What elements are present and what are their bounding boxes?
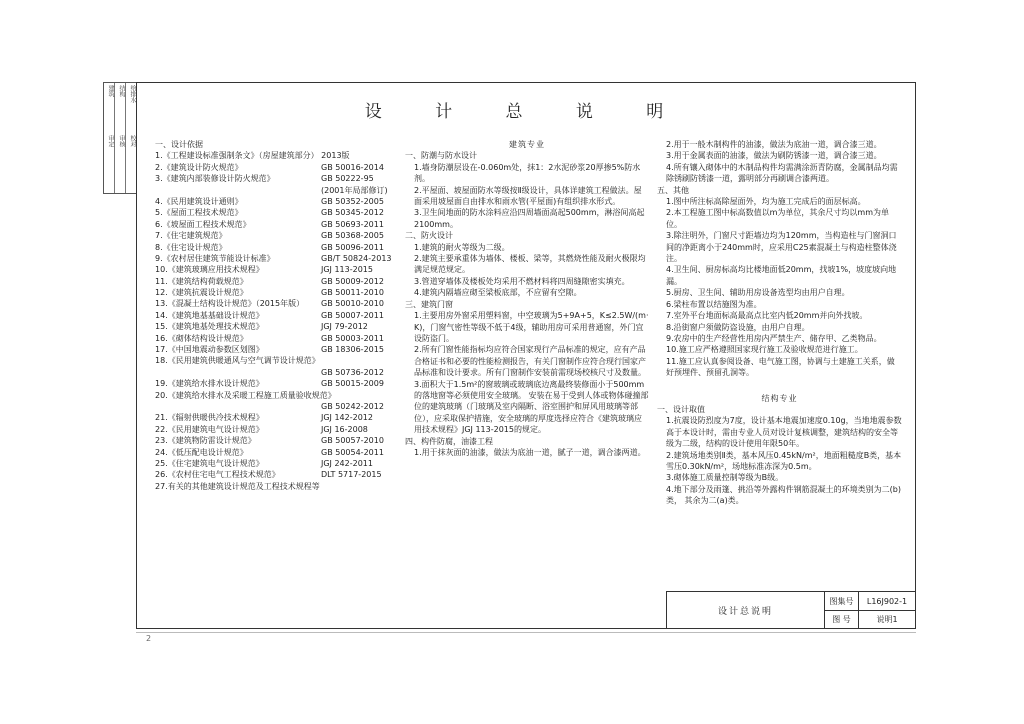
section-subheading: 一、设计取值 bbox=[657, 404, 705, 414]
standard-name: 1.《工程建设标准强制条文》（房屋建筑部分） 2013版 bbox=[155, 151, 350, 161]
standard-name: 4.《民用建筑设计通则》 bbox=[155, 196, 243, 206]
section-subheading: 三、建筑门窗 bbox=[405, 299, 453, 309]
standard-row bbox=[155, 298, 389, 309]
note-paragraph: 3.除注明外，门窗尺寸距墙边均为120mm，当构造柱与门窗洞口间的净距离小于240mm时，应采用C25素混凝土与构造柱整体浇注。 bbox=[666, 231, 897, 264]
standard-row bbox=[155, 264, 389, 275]
standard-row bbox=[155, 447, 389, 458]
standard-name: 22.《民用建筑电气设计规范》 bbox=[155, 424, 264, 434]
standard-name: 19.《建筑给水排水设计规范》 bbox=[155, 379, 264, 389]
section-subheading: 一、防潮与防水设计 bbox=[405, 151, 477, 161]
standard-name: 3.《建筑内部装修设计防火规范》 bbox=[155, 174, 275, 184]
standard-row bbox=[155, 150, 389, 161]
page-title: 设 计 总 说 明 bbox=[364, 102, 688, 122]
standard-name: 11.《建筑结构荷载规范》 bbox=[155, 276, 248, 286]
standard-row bbox=[155, 458, 389, 469]
note-paragraph: 3.管道穿墙体及楼板处均采用不燃材料将四周缝隙密实填充。 bbox=[414, 276, 630, 286]
standard-name: 15.《建筑地基处理技术规范》 bbox=[155, 322, 264, 332]
standard-name: 21.《辐射供暖供冷技术规程》 bbox=[155, 413, 264, 423]
note-paragraph: 1.主要用房外窗采用塑料窗，中空玻璃为5+9A+5，K≤2.5W/(m·K)，门窗气密性等级不低于4级，辅助用房可采用普通窗，外门宜设防盗门。 bbox=[414, 311, 649, 343]
note-paragraph: 10.施工应严格遵照国家现行施工及验收规范进行施工。 bbox=[666, 345, 863, 355]
standard-code: GB 50007-2011 bbox=[321, 310, 384, 320]
note-paragraph: 4.所有镶入砌体中的木制品构件均需满涂沥青防腐，金属制品均需除锈刷防锈漆一道，露明部分再刷调合漆两道。 bbox=[666, 162, 898, 184]
sidebar-col-2 bbox=[115, 83, 126, 193]
standard-code: GB 50693-2011 bbox=[321, 219, 384, 229]
note-paragraph: 9.农房中的生产经营性用房内严禁生产、储存甲、乙类物品。 bbox=[666, 333, 882, 343]
sheet-number: 说明1 bbox=[876, 614, 898, 624]
other-notes bbox=[657, 139, 902, 379]
standards-list bbox=[155, 150, 392, 492]
standard-code: GB 50011-2010 bbox=[321, 288, 384, 298]
drawing-name: 设计总说明 bbox=[667, 592, 825, 628]
note-paragraph: 2.本工程施工图中标高数值以m为单位，其余尺寸均以mm为单位。 bbox=[666, 208, 890, 229]
standard-name: 6.《坡屋面工程技术规范》 bbox=[155, 219, 251, 229]
standard-row bbox=[155, 367, 389, 378]
structure-notes bbox=[657, 404, 902, 507]
standard-row bbox=[155, 196, 389, 207]
section-subheading: 四、构件防腐，油漆工程 bbox=[405, 436, 493, 446]
section-subheading: 五、其他 bbox=[657, 185, 689, 195]
standard-code: GB 50057-2010 bbox=[321, 436, 384, 446]
note-paragraph: 4.建筑内隔墙应砌至梁板底部，不应留有空隙。 bbox=[414, 288, 582, 298]
note-paragraph: 3.面积大于1.5m²的窗玻璃或玻璃底边离最终装修面小于500mm的落地窗等必须使用安全玻璃。 安装在易于受到人体或物体碰撞部位的建筑玻璃（门玻璃及室内隔断、浴室围护和屏风用玻璃等部位），应采取保护措施，安全玻璃的厚度选择应符合《建筑玻璃应用技术规程》JGJ 113-2015的规定。 bbox=[414, 379, 649, 435]
standard-code: GB 50096-2011 bbox=[321, 242, 384, 252]
note-paragraph: 4.卫生间、厨房标高均比楼地面低20mm，找坡1%，坡度坡向地漏。 bbox=[666, 265, 897, 286]
standard-row bbox=[155, 412, 389, 423]
architecture-notes bbox=[405, 150, 649, 458]
sidebar-col-1 bbox=[104, 83, 115, 193]
standard-code: GB 50016-2014 bbox=[321, 162, 384, 172]
note-paragraph: 3.用于金属表面的油漆，做法为刷防锈漆一道，调合漆三道。 bbox=[666, 151, 882, 161]
standard-row bbox=[155, 185, 389, 196]
standard-name: 20.《建筑给水排水及采暖工程施工质量验收规范》 bbox=[155, 390, 336, 400]
standard-name: 17.《中国地震动参数区划图》 bbox=[155, 345, 264, 355]
standard-row bbox=[155, 424, 389, 435]
standard-code: GB 50054-2011 bbox=[321, 447, 384, 457]
standard-code: GB 50003-2011 bbox=[321, 333, 384, 343]
standard-code: GB 50010-2010 bbox=[321, 299, 384, 309]
standard-row bbox=[155, 390, 389, 401]
standard-row bbox=[155, 219, 389, 230]
standard-code: (2001年局部修订) bbox=[321, 185, 388, 195]
standard-name: 10.《建筑玻璃应用技术规程》 bbox=[155, 265, 264, 275]
sidebar-cell: 审定 bbox=[107, 135, 114, 147]
page-number: 2 bbox=[146, 634, 152, 643]
standard-code: GB/T 50824-2013 bbox=[321, 253, 392, 263]
section-subheading: 二、防火设计 bbox=[405, 231, 453, 241]
standard-row bbox=[155, 333, 389, 344]
standard-row bbox=[155, 287, 389, 298]
standard-code: JGJ 16-2008 bbox=[321, 424, 368, 434]
architecture-column bbox=[405, 139, 649, 458]
standard-code: GB 50736-2012 bbox=[321, 367, 384, 377]
note-paragraph: 5.厨房、卫生间、辅助用房设备选型均由用户自理。 bbox=[666, 288, 850, 298]
standard-code: GB 50368-2005 bbox=[321, 231, 384, 241]
standard-row bbox=[155, 253, 392, 264]
standard-code: GB 50015-2009 bbox=[321, 379, 384, 389]
standard-row bbox=[155, 162, 389, 173]
standard-row bbox=[155, 378, 389, 389]
note-paragraph: 1.用于抹灰面的油漆，做法为底油一道，腻子一道，调合漆两道。 bbox=[414, 447, 646, 457]
standard-name: 5.《屋面工程技术规范》 bbox=[155, 208, 243, 218]
note-paragraph: 11.施工应认真参阅设备、电气施工图，协调与土建施工关系，做好预埋件、预留孔洞等。 bbox=[666, 356, 895, 378]
standard-row bbox=[155, 401, 389, 412]
note-paragraph: 2.建筑场地类别Ⅱ类，基本风压0.45kN/m²，地面粗糙度B类，基本雪压0.30kN/m²，场地标准冻深为0.5m。 bbox=[666, 450, 902, 471]
standard-row bbox=[155, 481, 389, 492]
standard-row bbox=[155, 242, 389, 253]
standard-row bbox=[155, 173, 389, 184]
standard-code: JGJ 242-2011 bbox=[321, 458, 373, 468]
standard-name: 9.《农村居住建筑节能设计标准》 bbox=[155, 253, 275, 263]
note-paragraph: 1.图中所注标高除屋面外，均为施工完成后的面层标高。 bbox=[666, 197, 866, 207]
standard-row bbox=[155, 321, 389, 332]
note-paragraph: 8.沿街窗户须做防盗设施，由用户自理。 bbox=[666, 322, 810, 332]
standard-name: 24.《低压配电设计规范》 bbox=[155, 447, 248, 457]
standard-name: 18.《民用建筑供暖通风与空气调节设计规范》 bbox=[155, 356, 320, 366]
note-paragraph: 1.抗震设防烈度为7度，设计基本地震加速度0.10g，当地地震参数高于本设计时，需由专业人员对设计复核调整，建筑结构的安全等级为二级，结构的设计使用年限50年。 bbox=[666, 416, 902, 449]
approval-sidebar bbox=[103, 82, 137, 194]
note-paragraph: 7.室外平台地面标高最高点比室内低20mm并向外找坡。 bbox=[666, 311, 868, 321]
standard-code: DLT 5717-2015 bbox=[321, 470, 382, 480]
title-block bbox=[666, 591, 915, 628]
standard-code: JGJ 113-2015 bbox=[321, 265, 373, 275]
note-paragraph: 6.梁柱布置以结施图为准。 bbox=[666, 299, 762, 309]
drawing-frame bbox=[136, 82, 916, 629]
standard-row bbox=[155, 435, 389, 446]
sidebar-cell: 建筑 bbox=[107, 85, 114, 97]
sidebar-cell: 给排水 bbox=[129, 85, 136, 103]
sidebar-cell: 结构 bbox=[118, 85, 125, 97]
standard-name: 16.《砌体结构设计规范》 bbox=[155, 333, 248, 343]
standard-row bbox=[155, 276, 389, 287]
standard-code: GB 18306-2015 bbox=[321, 345, 384, 355]
standard-name: 12.《建筑抗震设计规范》 bbox=[155, 288, 248, 298]
section-heading: 结构专业 bbox=[761, 393, 798, 403]
note-paragraph: 4.地下部分及雨篷、挑沿等外露构件钢筋混凝土的环境类别为二(b)类， 其余为二(a)类。 bbox=[666, 484, 901, 506]
note-paragraph: 2.平屋面、坡屋面防水等级按Ⅱ级设计，具体详建筑工程做法。屋面采用坡屋面自由排水和雨水管(平屋面)有组织排水形式。 bbox=[414, 185, 642, 207]
standard-code: GB 50345-2012 bbox=[321, 208, 384, 218]
standard-code: GB 50242-2012 bbox=[321, 402, 384, 411]
standard-name: 25.《住宅建筑电气设计规范》 bbox=[155, 458, 264, 468]
standard-row bbox=[155, 230, 389, 241]
notes-column bbox=[657, 139, 902, 507]
standard-name: 2.《建筑设计防火规范》 bbox=[155, 162, 243, 172]
note-paragraph: 2.用于一般木制构件的油漆，做法为底油一道，调合漆三道。 bbox=[666, 140, 882, 149]
section-heading: 建筑专业 bbox=[509, 140, 545, 149]
design-basis-column bbox=[155, 139, 392, 492]
note-paragraph: 3.卫生间地面的防水涂料应沿四周墙面高起500mm，淋浴间高起2100mm。 bbox=[414, 208, 645, 229]
standard-code: JGJ 79-2012 bbox=[321, 322, 368, 332]
atlas-number: L16J902-1 bbox=[859, 592, 915, 611]
note-paragraph: 2.所有门窗性能指标均应符合国家现行产品标准的规定，应有产品合格证书和必要的性能检测报告，有关门窗制作应符合现行国家产品标准和设计要求。所有门窗制作安装前需现场校核尺寸及数量。 bbox=[414, 345, 646, 378]
standard-row bbox=[155, 344, 389, 355]
note-paragraph: 2.建筑主要承重体为墙体、楼板、梁等，其燃烧性能及耐火极限均满足规范规定。 bbox=[414, 254, 646, 275]
standard-code: GB 50352-2005 bbox=[321, 196, 384, 206]
standard-row bbox=[155, 310, 389, 321]
section-heading: 一、设计依据 bbox=[155, 140, 203, 149]
standard-code: GB 50009-2012 bbox=[321, 276, 384, 286]
standard-name: 7.《住宅建筑规范》 bbox=[155, 231, 227, 241]
note-paragraph: 1.建筑的耐火等级为二级。 bbox=[414, 242, 510, 252]
standard-code: JGJ 142-2012 bbox=[321, 413, 373, 423]
standard-name: 23.《建筑物防雷设计规范》 bbox=[155, 436, 256, 446]
standard-name: 14.《建筑地基基础设计规范》 bbox=[155, 310, 264, 320]
standard-code: GB 50222-95 bbox=[321, 174, 374, 184]
sidebar-cell: 审核 bbox=[118, 135, 125, 147]
sidebar-col-3 bbox=[126, 83, 136, 193]
standard-row bbox=[155, 207, 389, 218]
standard-name: 8.《住宅设计规范》 bbox=[155, 242, 227, 252]
note-paragraph: 1.墙身防潮层设在-0.060m处，抹1：2水泥砂浆20厚掺5%防水剂。 bbox=[414, 162, 641, 184]
sheet-label: 图 号 bbox=[825, 610, 859, 628]
standard-name: 26.《农村住宅电气工程技术规范》 bbox=[155, 470, 280, 480]
standard-name: 13.《混凝土结构设计规范》（2015年版） bbox=[155, 299, 305, 309]
bottom-rule bbox=[136, 632, 916, 633]
note-paragraph: 3.砌体施工质量控制等级为B级。 bbox=[666, 473, 784, 483]
standard-name: 27.有关的其他建筑设计规范及工程技术规程等 bbox=[155, 481, 320, 491]
atlas-label: 图集号 bbox=[825, 592, 859, 611]
standard-row bbox=[155, 469, 389, 480]
standard-row bbox=[155, 355, 389, 366]
sidebar-cell: 校对 bbox=[129, 135, 136, 147]
